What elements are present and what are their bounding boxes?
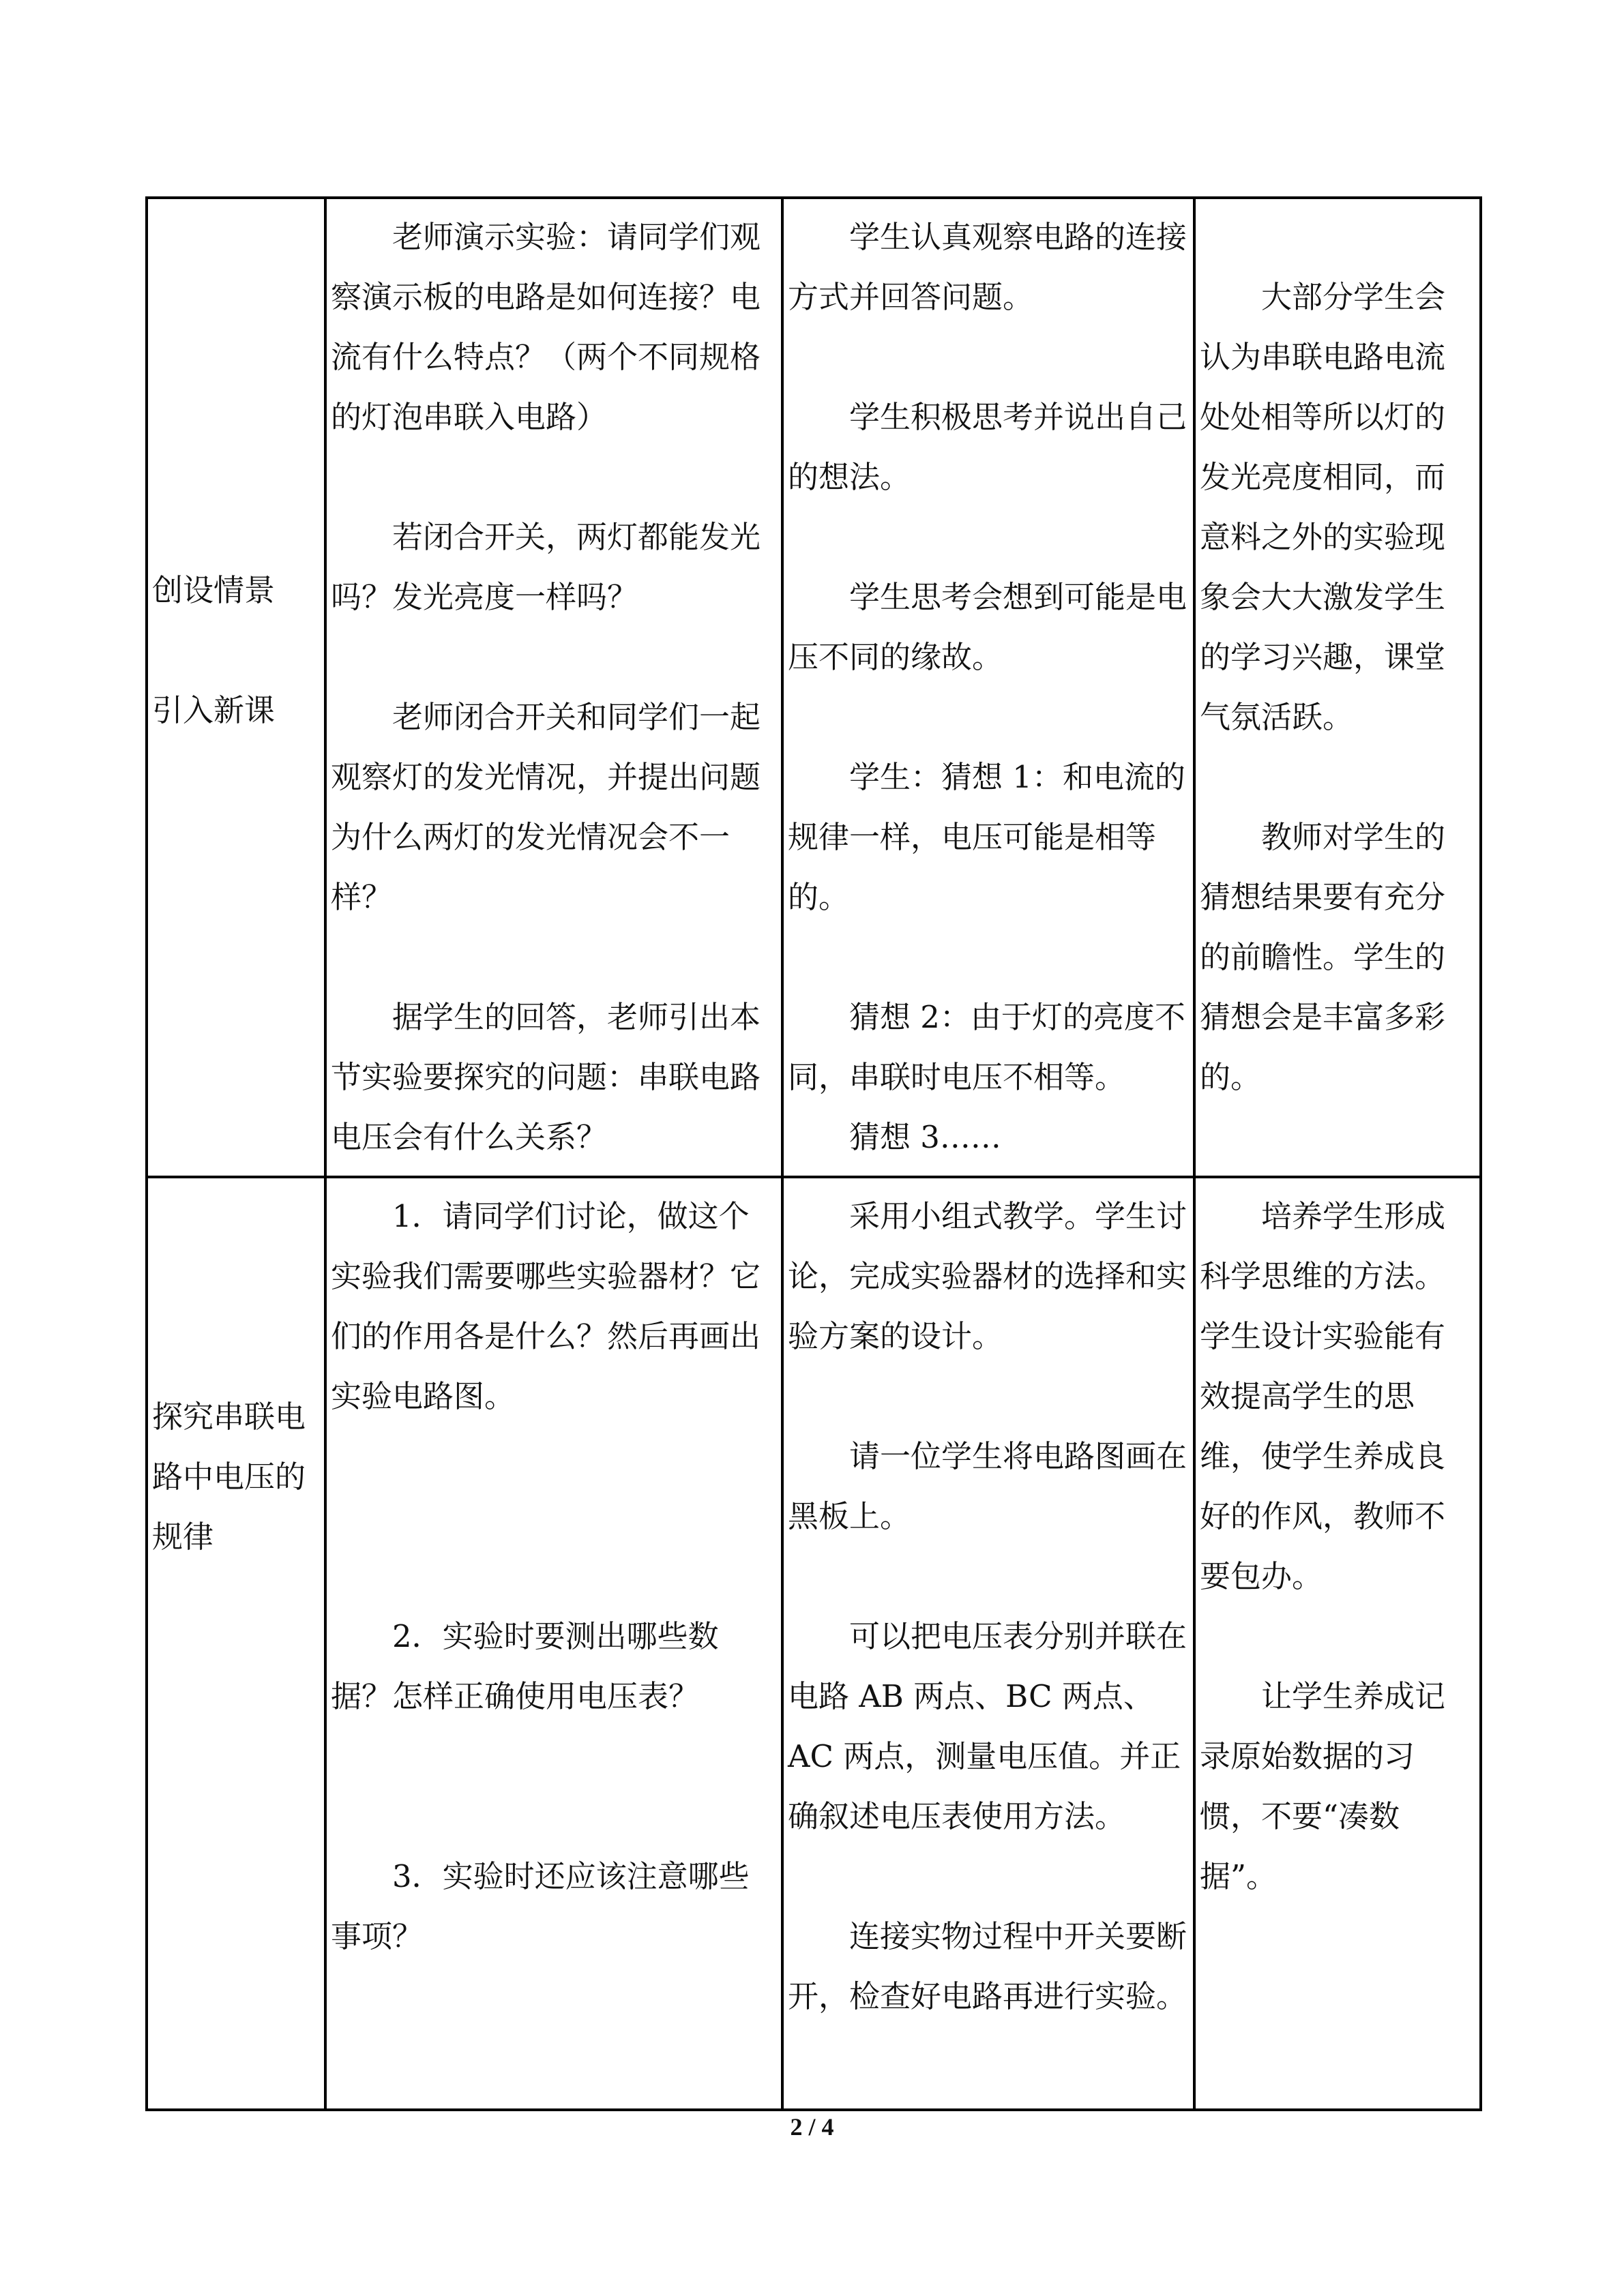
student-paragraph: 可以把电压表分别并联在电路 AB 两点、BC 两点、AC 两点，测量电压值。并正确叙述电压表使用方法。 [788,1618,1187,1834]
stage-label: 创设情景 [152,572,276,608]
student-paragraph: 采用小组式教学。学生讨论，完成实验器材的选择和实验方案的设计。 [788,1198,1187,1354]
student-paragraph: 学生认真观察电路的连接方式并回答问题。 [788,219,1187,315]
teacher-paragraph: 2．实验时要测出哪些数据？怎样正确使用电压表？ [331,1618,719,1714]
teacher-activity-cell [325,198,782,1177]
stage-cell [147,198,325,1177]
intent-paragraph: 让学生养成记录原始数据的习惯，不要“凑数据”。 [1200,1678,1446,1894]
student-activity-cell [782,198,1194,1177]
teacher-activity-cell [325,1177,782,2110]
lesson-plan-table [145,196,1482,2111]
student-paragraph: 学生思考会想到可能是电压不同的缘故。 [788,579,1187,675]
teacher-paragraph: 3．实验时还应该注意哪些事项？ [331,1858,750,1954]
teacher-paragraph: 1．请同学们讨论，做这个实验我们需要哪些实验器材？它们的作用各是什么？然后再画出实验电路图。 [331,1198,761,1414]
teacher-paragraph: 据学生的回答，老师引出本节实验要探究的问题：串联电路电压会有什么关系？ [331,999,761,1155]
intent-paragraph: 培养学生形成科学思维的方法。学生设计实验能有效提高学生的思维，使学生养成良好的作风，教师不要包办。 [1200,1198,1446,1594]
design-intent-cell [1194,1177,1481,2110]
teacher-paragraph: 若闭合开关，两灯都能发光吗？发光亮度一样吗？ [331,519,761,615]
stage-label: 规律 [152,1519,214,1555]
intent-paragraph: 大部分学生会认为串联电路电流处处相等所以灯的发光亮度相同，而意料之外的实验现象会大大激发学生的学习兴趣，课堂气氛活跃。 [1200,279,1446,735]
teacher-paragraph: 老师演示实验：请同学们观察演示板的电路是如何连接？电流有什么特点？（两个不同规格的灯泡串联入电路） [331,219,761,435]
student-paragraph: 学生积极思考并说出自己的想法。 [788,399,1187,495]
table-row [147,198,1481,1177]
stage-cell [147,1177,325,2110]
student-paragraph: 学生：猜想 1：和电流的规律一样，电压可能是相等的。 [788,759,1185,915]
page-number: 2 / 4 [790,2113,834,2141]
student-paragraph: 连接实物过程中开关要断开，检查好电路再进行实验。 [788,1918,1187,2014]
stage-label: 路中电压的 [152,1459,306,1495]
intent-paragraph: 教师对学生的猜想结果要有充分的前瞻性。学生的猜想会是丰富多彩的。 [1200,819,1446,1095]
student-paragraph: 猜想 3…… [849,1119,1001,1155]
design-intent-cell [1194,198,1481,1177]
student-paragraph: 猜想 2：由于灯的亮度不同，串联时电压不相等。 [788,999,1185,1095]
table-row [147,1177,1481,2110]
stage-label: 探究串联电 [152,1399,306,1435]
stage-label: 引入新课 [152,692,276,728]
student-activity-cell [782,1177,1194,2110]
student-paragraph: 请一位学生将电路图画在黑板上。 [788,1438,1187,1534]
teacher-paragraph: 老师闭合开关和同学们一起观察灯的发光情况，并提出问题为什么两灯的发光情况会不一样？ [331,699,761,915]
